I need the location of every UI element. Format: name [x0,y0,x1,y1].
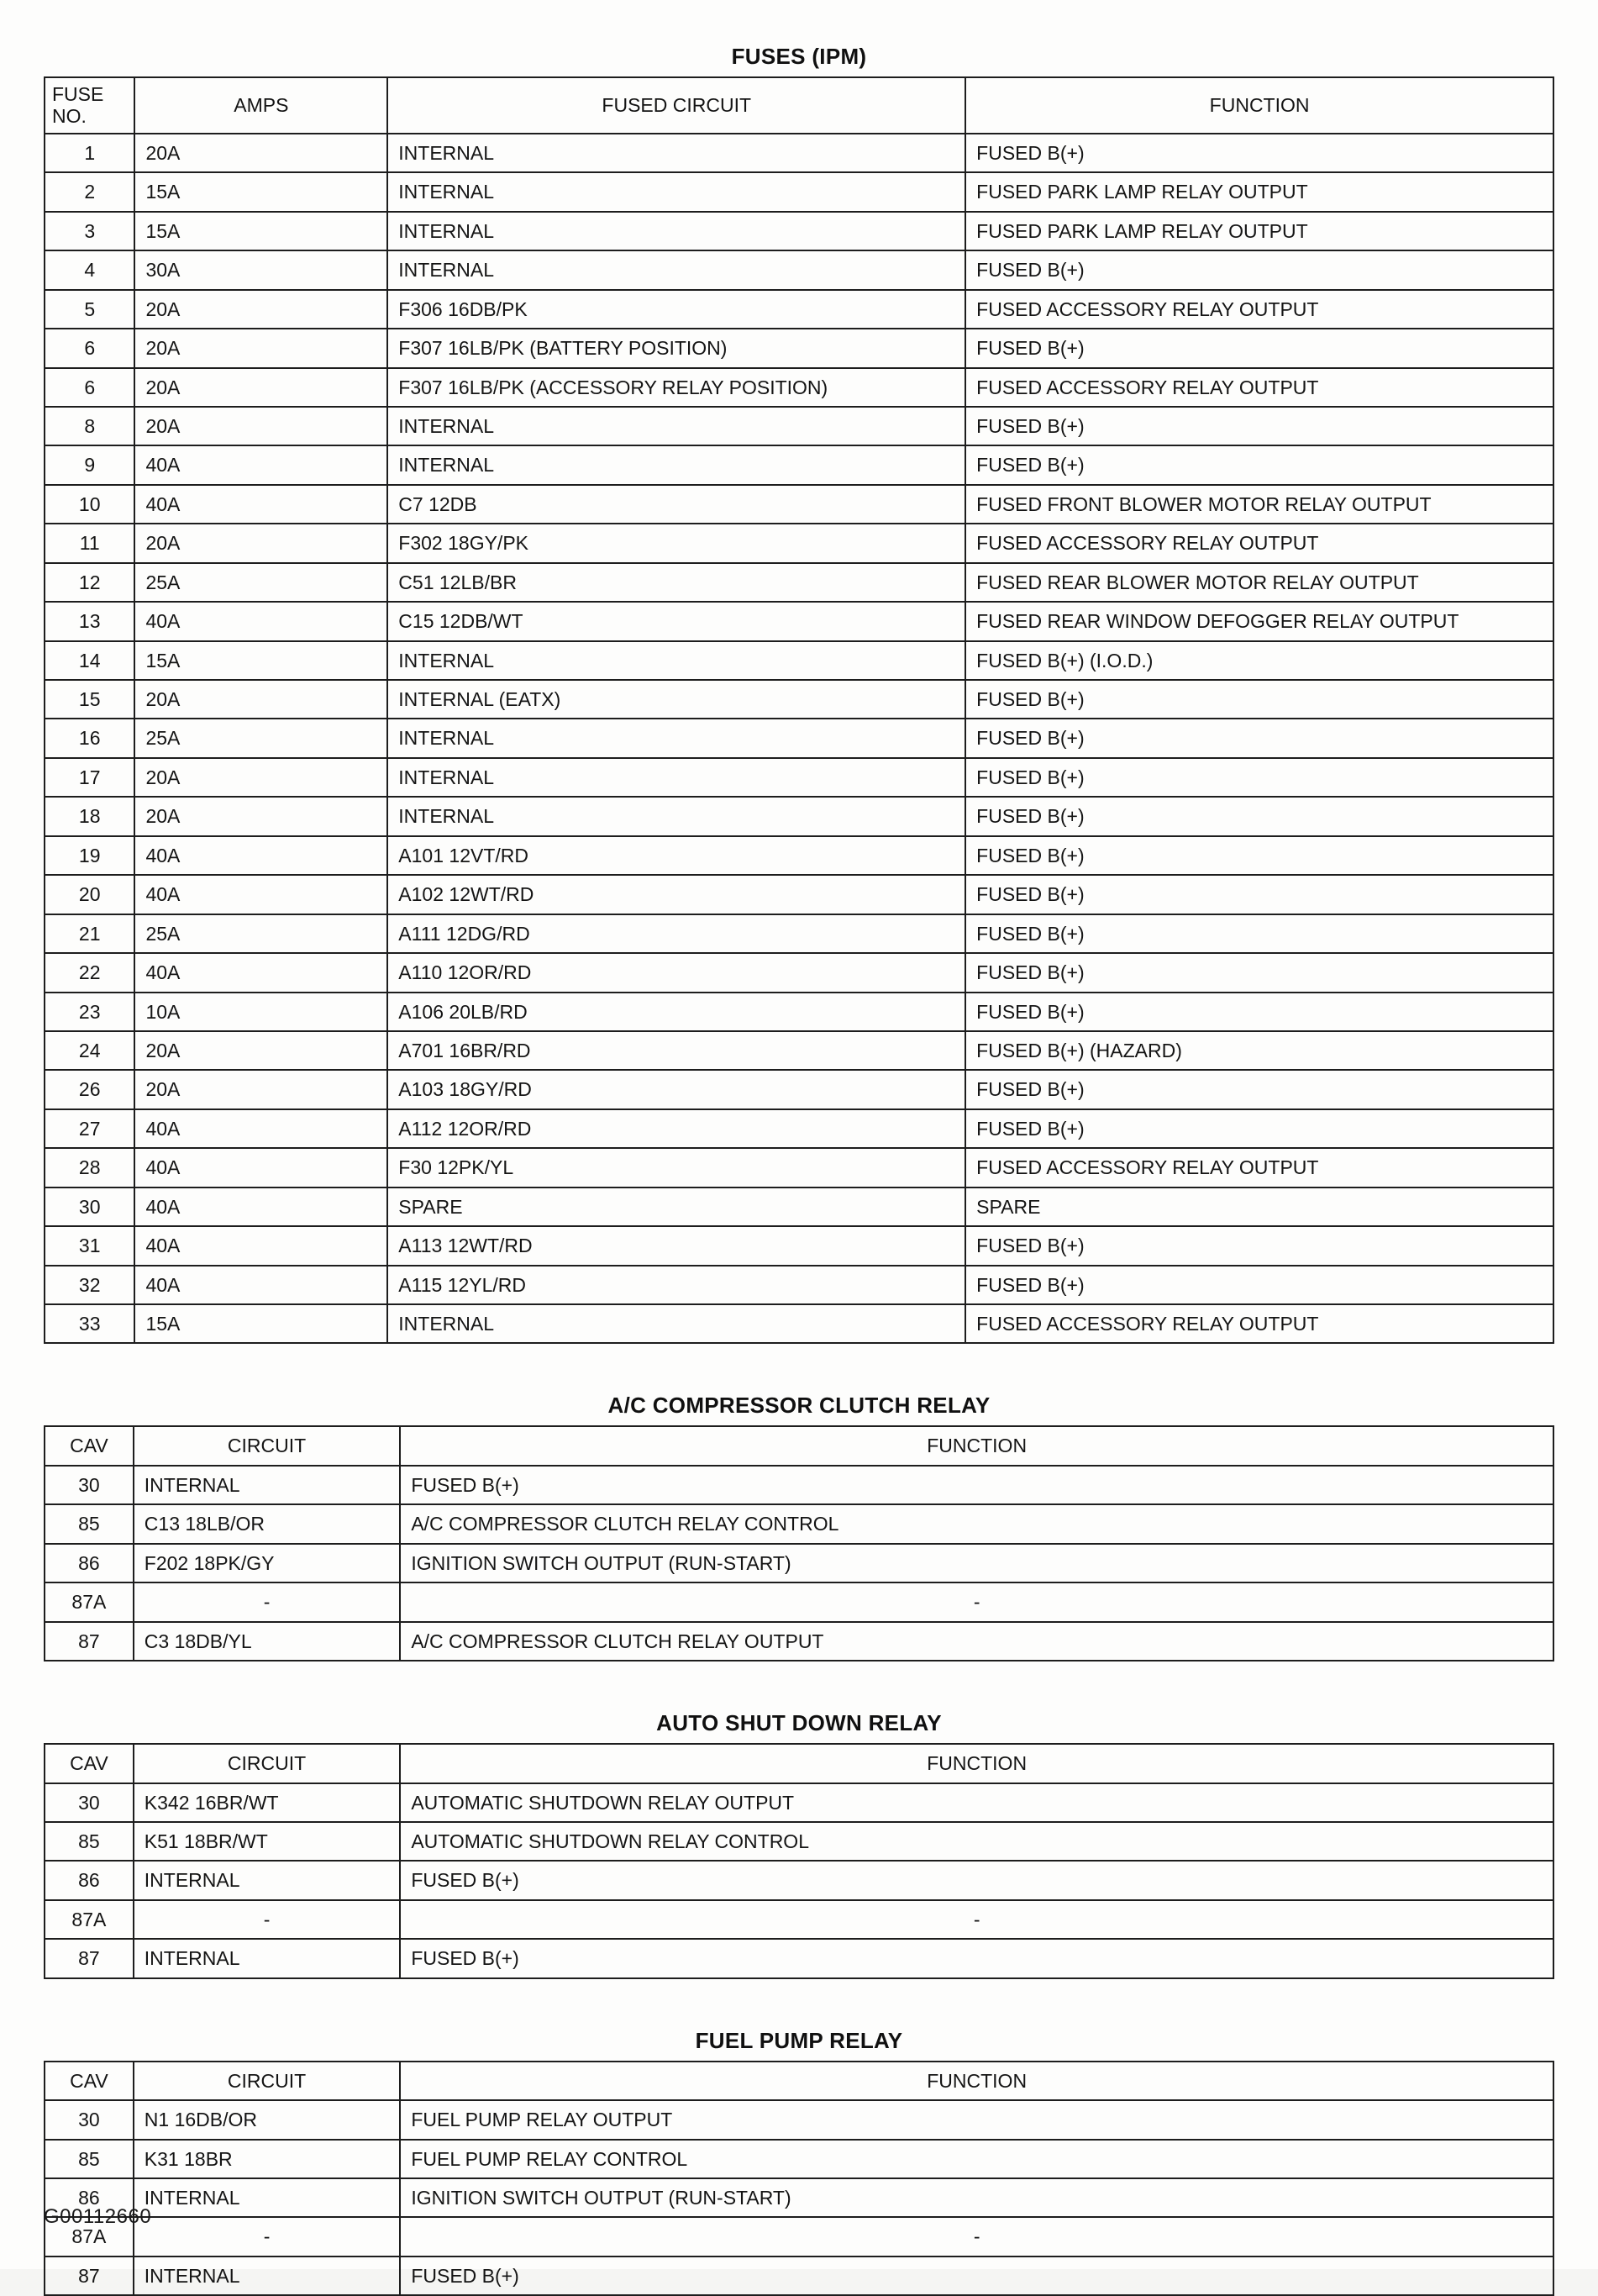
table-cell: 30 [45,2100,134,2139]
table-cell: IGNITION SWITCH OUTPUT (RUN-START) [400,2178,1553,2217]
table-cell: FUSED B(+) [965,953,1553,992]
column-header: AMPS [134,77,387,134]
table-cell: FUSED B(+) [965,993,1553,1031]
table-cell: - [134,1582,401,1621]
table-row [45,1466,1553,1504]
table-cell: A701 16BR/RD [387,1031,965,1070]
table-row [45,368,1553,407]
table-cell: C7 12DB [387,485,965,524]
table-cell: F202 18PK/GY [134,1544,401,1582]
table-cell: 14 [45,641,134,680]
table-cell: INTERNAL [134,1861,401,1899]
table-cell: FUSED ACCESSORY RELAY OUTPUT [965,1304,1553,1343]
table-cell: INTERNAL (EATX) [387,680,965,719]
table-cell: 20A [134,524,387,562]
header-row [45,1744,1553,1783]
column-header: FUNCTION [965,77,1553,134]
table-cell: INTERNAL [387,407,965,445]
table-cell: 21 [45,914,134,953]
table-row [45,485,1553,524]
table-row [45,212,1553,250]
table-cell: 25A [134,914,387,953]
fuses-table [44,76,1554,1344]
table-cell: FUSED ACCESSORY RELAY OUTPUT [965,524,1553,562]
table-cell: FUSED B(+) [400,1939,1553,1977]
table-cell: 40A [134,953,387,992]
table-cell: FUSED B(+) [965,758,1553,797]
table-cell: FUSED B(+) [965,914,1553,953]
table-cell: 16 [45,719,134,757]
table-cell: 40A [134,485,387,524]
table-cell: A102 12WT/RD [387,875,965,914]
table-cell: FUSED PARK LAMP RELAY OUTPUT [965,212,1553,250]
table-row [45,1822,1553,1861]
table-row [45,1504,1553,1543]
table-cell: INTERNAL [387,797,965,835]
table-cell: 18 [45,797,134,835]
table-row [45,1031,1553,1070]
table-cell: FUSED B(+) [965,1266,1553,1304]
table-row [45,797,1553,835]
auto-shutdown-table [44,1743,1554,1979]
fuses-table-title: FUSES (IPM) [731,44,867,69]
table-row [45,1861,1553,1899]
table-cell: 85 [45,2140,134,2178]
table-cell: 20A [134,368,387,407]
table-cell: 12 [45,563,134,602]
table-row [45,1900,1553,1939]
table-cell: F306 16DB/PK [387,290,965,329]
table-cell: 87A [45,2217,134,2256]
table-cell: 10A [134,993,387,1031]
table-cell: 20A [134,407,387,445]
table-row [45,329,1553,367]
table-row [45,524,1553,562]
table-cell: FUSED B(+) [400,1466,1553,1504]
column-header: CAV [45,2062,134,2100]
table-cell: 20 [45,875,134,914]
table-cell: 15 [45,680,134,719]
ac-compressor-table [44,1425,1554,1661]
table-cell: FUSED B(+) [965,875,1553,914]
table-cell: INTERNAL [387,212,965,250]
table-cell: 2 [45,172,134,211]
table-cell: A111 12DG/RD [387,914,965,953]
table-cell: 23 [45,993,134,1031]
column-header: FUSED CIRCUIT [387,77,965,134]
table-cell: 86 [45,1861,134,1899]
table-cell: INTERNAL [387,758,965,797]
table-cell: AUTOMATIC SHUTDOWN RELAY CONTROL [400,1822,1553,1861]
table-cell: 5 [45,290,134,329]
table-cell: 86 [45,1544,134,1582]
table-cell: INTERNAL [134,1466,401,1504]
table-cell: FUSED FRONT BLOWER MOTOR RELAY OUTPUT [965,485,1553,524]
table-cell: INTERNAL [387,641,965,680]
header-row [45,2062,1553,2100]
table-cell: FUSED ACCESSORY RELAY OUTPUT [965,368,1553,407]
table-cell: 6 [45,329,134,367]
table-cell: K51 18BR/WT [134,1822,401,1861]
table-cell: K342 16BR/WT [134,1783,401,1822]
table-cell: INTERNAL [387,719,965,757]
table-cell: C15 12DB/WT [387,602,965,640]
table-cell: N1 16DB/OR [134,2100,401,2139]
table-cell: FUSED ACCESSORY RELAY OUTPUT [965,1148,1553,1187]
table-cell: 32 [45,1266,134,1304]
table-cell: K31 18BR [134,2140,401,2178]
table-row [45,1544,1553,1582]
table-cell: FUEL PUMP RELAY CONTROL [400,2140,1553,2178]
table-cell: 15A [134,1304,387,1343]
table-cell: 20A [134,680,387,719]
table-cell: 40A [134,875,387,914]
table-cell: AUTOMATIC SHUTDOWN RELAY OUTPUT [400,1783,1553,1822]
table-row [45,407,1553,445]
column-header: CIRCUIT [134,2062,401,2100]
table-cell: 6 [45,368,134,407]
table-cell: 33 [45,1304,134,1343]
table-cell: 11 [45,524,134,562]
table-cell: INTERNAL [134,2257,401,2295]
table-cell: FUSED B(+) [965,1226,1553,1265]
table-cell: IGNITION SWITCH OUTPUT (RUN-START) [400,1544,1553,1582]
table-row [45,1266,1553,1304]
column-header: FUNCTION [400,1744,1553,1783]
header-row [45,77,1553,134]
table-cell: 3 [45,212,134,250]
table-cell: INTERNAL [387,445,965,484]
header-row [45,1426,1553,1465]
table-cell: 40A [134,1109,387,1148]
table-cell: F302 18GY/PK [387,524,965,562]
table-cell: 40A [134,1148,387,1187]
table-cell: A101 12VT/RD [387,836,965,875]
table-cell: INTERNAL [387,172,965,211]
table-cell: 30 [45,1783,134,1822]
table-cell: INTERNAL [387,134,965,172]
table-cell: 27 [45,1109,134,1148]
column-header: CIRCUIT [134,1744,401,1783]
table-cell: 40A [134,1187,387,1226]
table-cell: FUSED B(+) (HAZARD) [965,1031,1553,1070]
table-cell: 13 [45,602,134,640]
table-cell: 20A [134,758,387,797]
fuel-pump-table [44,2061,1554,2296]
table-row [45,1939,1553,1977]
table-cell: 20A [134,329,387,367]
table-cell: A103 18GY/RD [387,1070,965,1109]
table-row [45,563,1553,602]
ac-compressor-relay-section [44,1393,1554,1661]
table-cell: - [400,1900,1553,1939]
table-cell: FUSED REAR BLOWER MOTOR RELAY OUTPUT [965,563,1553,602]
table-cell: 28 [45,1148,134,1187]
table-row [45,1582,1553,1621]
table-cell: FUSED B(+) [965,250,1553,289]
table-row [45,914,1553,953]
table-cell: 20A [134,1031,387,1070]
table-cell: F307 16LB/PK (ACCESSORY RELAY POSITION) [387,368,965,407]
ac-compressor-table-title: A/C COMPRESSOR CLUTCH RELAY [607,1393,991,1419]
table-cell: 30 [45,1466,134,1504]
table-cell: FUSED REAR WINDOW DEFOGGER RELAY OUTPUT [965,602,1553,640]
table-cell: FUSED ACCESSORY RELAY OUTPUT [965,290,1553,329]
column-header: FUNCTION [400,2062,1553,2100]
table-row [45,172,1553,211]
table-cell: INTERNAL [134,1939,401,1977]
table-cell: 4 [45,250,134,289]
table-row [45,836,1553,875]
table-cell: FUSED B(+) [965,836,1553,875]
table-cell: SPARE [387,1187,965,1226]
table-cell: 20A [134,1070,387,1109]
table-cell: 20A [134,797,387,835]
table-cell: INTERNAL [134,2178,401,2217]
table-row [45,1304,1553,1343]
table-cell: FUSED B(+) [965,1109,1553,1148]
fuel-pump-table-title: FUEL PUMP RELAY [695,2027,903,2053]
table-row [45,290,1553,329]
table-cell: FUSED B(+) [965,797,1553,835]
table-cell: INTERNAL [387,1304,965,1343]
table-row [45,1109,1553,1148]
table-cell: A/C COMPRESSOR CLUTCH RELAY OUTPUT [400,1622,1553,1661]
table-cell: 40A [134,836,387,875]
table-row [45,2100,1553,2139]
auto-shutdown-relay-section [44,1710,1554,1979]
table-row [45,602,1553,640]
table-cell: FUEL PUMP RELAY OUTPUT [400,2100,1553,2139]
table-cell: 25A [134,563,387,602]
table-cell: A112 12OR/RD [387,1109,965,1148]
table-cell: 15A [134,172,387,211]
table-cell: A/C COMPRESSOR CLUTCH RELAY CONTROL [400,1504,1553,1543]
table-row [45,875,1553,914]
table-cell: 40A [134,602,387,640]
table-cell: FUSED PARK LAMP RELAY OUTPUT [965,172,1553,211]
auto-shutdown-table-title: AUTO SHUT DOWN RELAY [656,1710,942,1736]
table-row [45,1622,1553,1661]
table-cell: 22 [45,953,134,992]
table-row [45,680,1553,719]
table-cell: 31 [45,1226,134,1265]
page-footer-code: G00112660 [44,2205,152,2228]
table-cell: - [134,1900,401,1939]
table-cell: FUSED B(+) [400,1861,1553,1899]
table-cell: A106 20LB/RD [387,993,965,1031]
table-cell: 87A [45,1582,134,1621]
table-cell: INTERNAL [387,250,965,289]
table-row [45,250,1553,289]
table-cell: FUSED B(+) [965,329,1553,367]
table-row [45,2257,1553,2295]
table-row [45,2140,1553,2178]
table-cell: FUSED B(+) [965,680,1553,719]
table-cell: 15A [134,212,387,250]
table-row [45,1226,1553,1265]
table-cell: A115 12YL/RD [387,1266,965,1304]
column-header: FUSE NO. [45,77,134,134]
table-cell: 87 [45,1622,134,1661]
table-cell: 40A [134,1226,387,1265]
table-row [45,2217,1553,2256]
table-row [45,1148,1553,1187]
column-header: CIRCUIT [134,1426,401,1465]
column-header: CAV [45,1744,134,1783]
table-row [45,758,1553,797]
table-cell: FUSED B(+) [965,407,1553,445]
table-cell: 87A [45,1900,134,1939]
table-cell: C51 12LB/BR [387,563,965,602]
column-header: CAV [45,1426,134,1465]
table-cell: 20A [134,290,387,329]
table-cell: 24 [45,1031,134,1070]
table-cell: C3 18DB/YL [134,1622,401,1661]
table-cell: FUSED B(+) [965,445,1553,484]
table-row [45,1070,1553,1109]
table-cell: 20A [134,134,387,172]
table-cell: - [400,2217,1553,2256]
table-cell: 19 [45,836,134,875]
table-cell: - [400,1582,1553,1621]
table-cell: FUSED B(+) [965,1070,1553,1109]
table-cell: 85 [45,1822,134,1861]
table-cell: 40A [134,445,387,484]
table-cell: 26 [45,1070,134,1109]
table-cell: 30 [45,1187,134,1226]
table-cell: 10 [45,485,134,524]
table-cell: 87 [45,2257,134,2295]
table-cell: 86 [45,2178,134,2217]
table-cell: 85 [45,1504,134,1543]
table-row [45,993,1553,1031]
table-cell: 8 [45,407,134,445]
table-cell: 9 [45,445,134,484]
table-cell: 30A [134,250,387,289]
fuel-pump-relay-section [44,2028,1554,2296]
table-cell: C13 18LB/OR [134,1504,401,1543]
table-cell: F30 12PK/YL [387,1148,965,1187]
table-cell: FUSED B(+) (I.O.D.) [965,641,1553,680]
table-cell: A110 12OR/RD [387,953,965,992]
table-row [45,1187,1553,1226]
table-cell: FUSED B(+) [400,2257,1553,2295]
table-cell: 15A [134,641,387,680]
table-cell: 25A [134,719,387,757]
table-row [45,719,1553,757]
table-cell: 1 [45,134,134,172]
table-cell: 40A [134,1266,387,1304]
table-cell: 17 [45,758,134,797]
table-row [45,134,1553,172]
column-header: FUNCTION [400,1426,1553,1465]
table-row [45,953,1553,992]
table-cell: SPARE [965,1187,1553,1226]
table-cell: FUSED B(+) [965,719,1553,757]
table-cell: F307 16LB/PK (BATTERY POSITION) [387,329,965,367]
table-row [45,641,1553,680]
table-row [45,445,1553,484]
table-cell: 87 [45,1939,134,1977]
table-cell: A113 12WT/RD [387,1226,965,1265]
table-cell: FUSED B(+) [965,134,1553,172]
fuses-ipm-section [44,44,1554,1344]
table-row [45,1783,1553,1822]
table-cell: - [134,2217,401,2256]
table-row [45,2178,1553,2217]
